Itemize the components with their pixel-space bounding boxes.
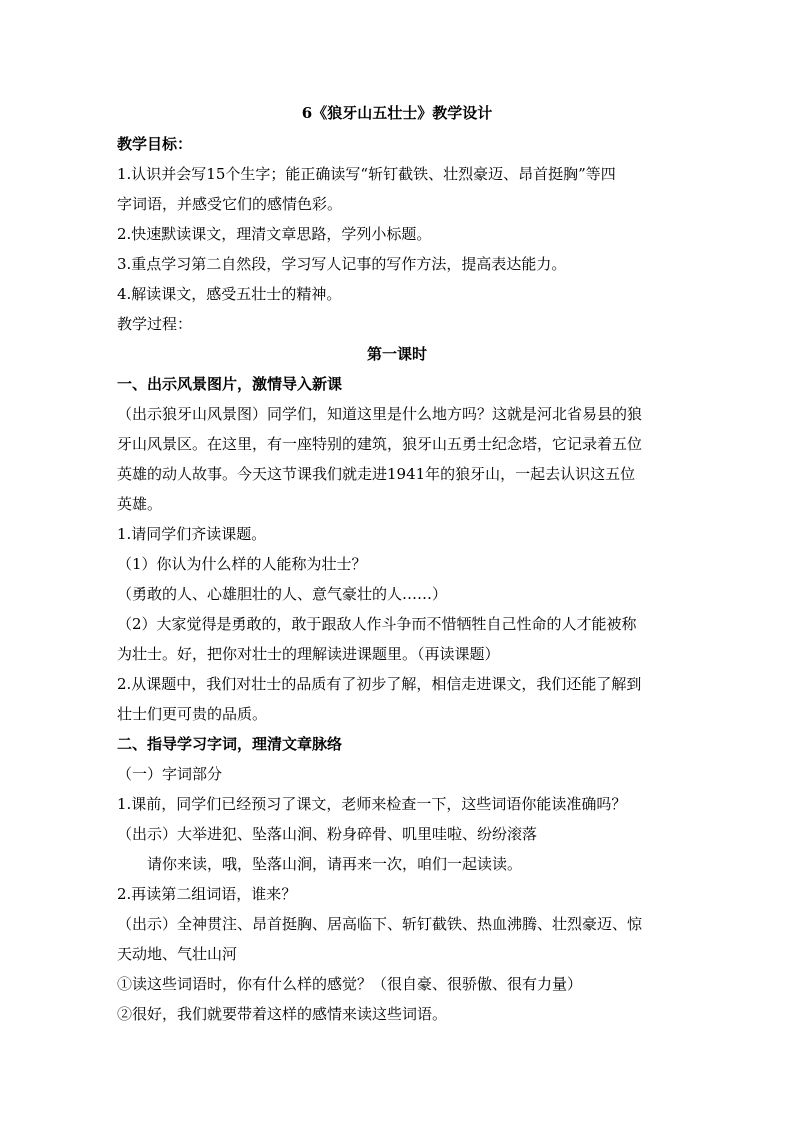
paragraph-line: （2）大家觉得是勇敢的，敢于跟敌人作斗争而不惜牺牲自己性命的人才能被称 — [117, 615, 637, 633]
part-1-heading: 一、出示风景图片，激情导入新课 — [117, 375, 343, 393]
objective-2: 2.快速默读课文，理清文章思路，学列小标题。 — [117, 225, 432, 243]
paragraph-line: 2.再读第二组词语，谁来？ — [117, 885, 297, 903]
paragraph-line: 英雄的动人故事。今天这节课我们就走进1941年的狼牙山，一起去认识这五位 — [117, 465, 636, 483]
paragraph-line: 牙山风景区。在这里，有一座特别的建筑，狼牙山五勇士纪念塔，它记录着五位 — [117, 435, 643, 453]
paragraph-line: （出示狼牙山风景图）同学们，知道这里是什么地方吗？这就是河北省易县的狼 — [117, 405, 643, 423]
paragraph-line: 英雄。 — [117, 495, 163, 513]
document-page — [117, 100, 677, 1029]
paragraph-line: 天动地、气壮山河 — [117, 945, 238, 963]
document-title: 6《狼牙山五壮士》教学设计 — [301, 104, 493, 122]
paragraph-line: （勇敢的人、心雄胆壮的人、意气豪壮的人……） — [117, 585, 448, 603]
subsection-heading: （一）字词部分 — [117, 765, 223, 783]
paragraph-line: （1）你认为什么样的人能称为壮士？ — [117, 555, 367, 573]
objective-4: 4.解读课文，感受五壮士的精神。 — [117, 285, 342, 303]
paragraph-line: （出示）全神贯注、昂首挺胸、居高临下、斩钉截铁、热血沸腾、壮烈豪迈、惊 — [117, 915, 643, 933]
section-heading-process: 教学过程： — [117, 315, 193, 333]
paragraph-line: 1.课前，同学们已经预习了课文，老师来检查一下，这些词语你能读准确吗？ — [117, 795, 627, 813]
paragraph-line: ②很好，我们就要带着这样的感情来读这些词语。 — [117, 1005, 448, 1023]
part-2-heading: 二、指导学习字词，理清文章脉络 — [117, 735, 343, 753]
paragraph-line: ①读这些词语时，你有什么样的感觉？（很自豪、很骄傲、很有力量） — [117, 975, 583, 993]
section-heading-objectives: 教学目标： — [117, 135, 193, 153]
objective-1-line-1: 1.认识并会写15个生字；能正确读写“斩钉截铁、壮烈豪迈、昂首挺胸”等四 — [117, 165, 616, 183]
paragraph-line: （出示）大举进犯、坠落山涧、粉身碎骨、叽里哇啦、纷纷滚落 — [117, 825, 538, 843]
lesson-heading: 第一课时 — [366, 345, 427, 363]
paragraph-line: 1.请同学们齐读课题。 — [117, 525, 267, 543]
paragraph-line: 请你来读，哦，坠落山涧，请再来一次，咱们一起读读。 — [147, 855, 523, 873]
objective-3: 3.重点学习第二自然段，学习写人记事的写作方法，提高表达能力。 — [117, 255, 567, 273]
paragraph-line: 为壮士。好，把你对壮士的理解读进课题里。（再读课题） — [117, 645, 500, 663]
paragraph-line: 2.从课题中，我们对壮士的品质有了初步了解，相信走进课文，我们还能了解到 — [117, 675, 642, 693]
paragraph-line: 壮士们更可贵的品质。 — [117, 705, 268, 723]
objective-1-line-2: 字词语，并感受它们的感情色彩。 — [117, 195, 343, 213]
